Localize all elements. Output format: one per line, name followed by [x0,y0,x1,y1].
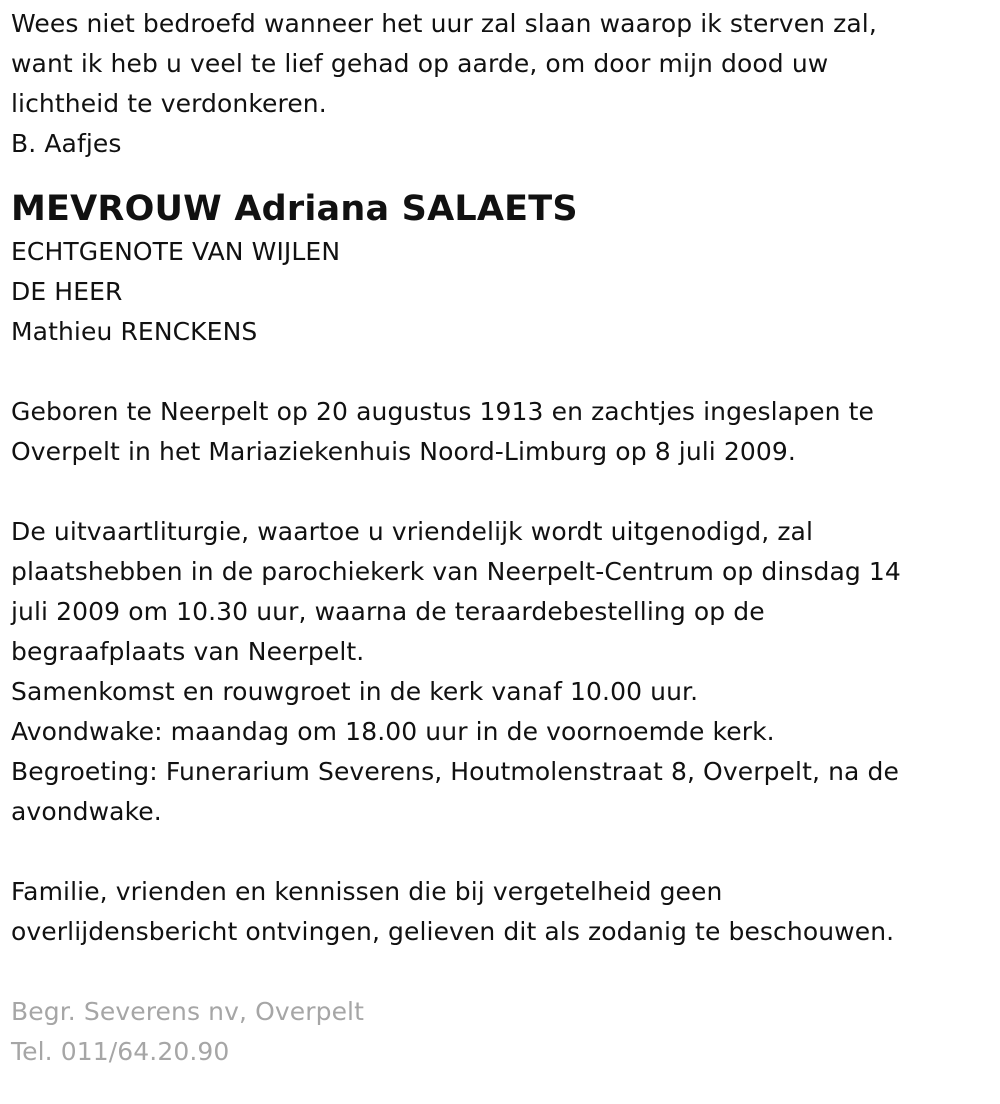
birth-death-line: Geboren te Neerpelt op 20 augustus 1913 en zachtjes ingeslapen te [11,397,874,426]
relation-line: Mathieu RENCKENS [11,317,258,346]
ceremony-line: begraafplaats van Neerpelt. [11,637,365,666]
relation-line: DE HEER [11,277,123,306]
relation-line: ECHTGENOTE VAN WIJLEN [11,237,341,266]
closing-line: overlijdensbericht ontvingen, gelieven dit als zodanig te beschouwen. [11,917,895,946]
spacer [11,164,991,186]
deceased-section [11,186,991,352]
quote-line: want ik heb u veel te lief gehad op aarde, om door mijn dood uw [11,49,829,78]
quote-line: lichtheid te verdonkeren. [11,89,327,118]
ceremony-line: plaatshebben in de parochiekerk van Neerpelt-Centrum op dinsdag 14 [11,557,901,586]
spacer [11,352,991,392]
deceased-name: MEVROUW Adriana SALAETS [11,189,578,229]
ceremony-line: juli 2009 om 10.30 uur, waarna de teraardebestelling op de [11,597,765,626]
ceremony-line: Avondwake: maandag om 18.00 uur in de voornoemde kerk. [11,717,775,746]
quote-section [11,4,991,164]
ceremony-line: De uitvaartliturgie, waartoe u vriendelijk wordt uitgenodigd, zal [11,517,814,546]
birth-death-section [11,392,991,472]
funeral-home-name: Begr. Severens nv, Overpelt [11,997,364,1026]
birth-death-line: Overpelt in het Mariaziekenhuis Noord-Limburg op 8 juli 2009. [11,437,796,466]
funeral-home-footer [11,992,991,1072]
closing-line: Familie, vrienden en kennissen die bij vergetelheid geen [11,877,723,906]
funeral-home-phone: Tel. 011/64.20.90 [11,1037,230,1066]
quote-line: Wees niet bedroefd wanneer het uur zal slaan waarop ik sterven zal, [11,9,877,38]
spacer [11,952,991,992]
spacer [11,832,991,872]
obituary-notice [11,4,991,1072]
ceremony-line: Begroeting: Funerarium Severens, Houtmolenstraat 8, Overpelt, na de [11,757,899,786]
ceremony-section [11,512,991,832]
quote-author: B. Aafjes [11,129,122,158]
ceremony-line: avondwake. [11,797,162,826]
closing-section [11,872,991,952]
ceremony-line: Samenkomst en rouwgroet in de kerk vanaf 10.00 uur. [11,677,699,706]
spacer [11,472,991,512]
